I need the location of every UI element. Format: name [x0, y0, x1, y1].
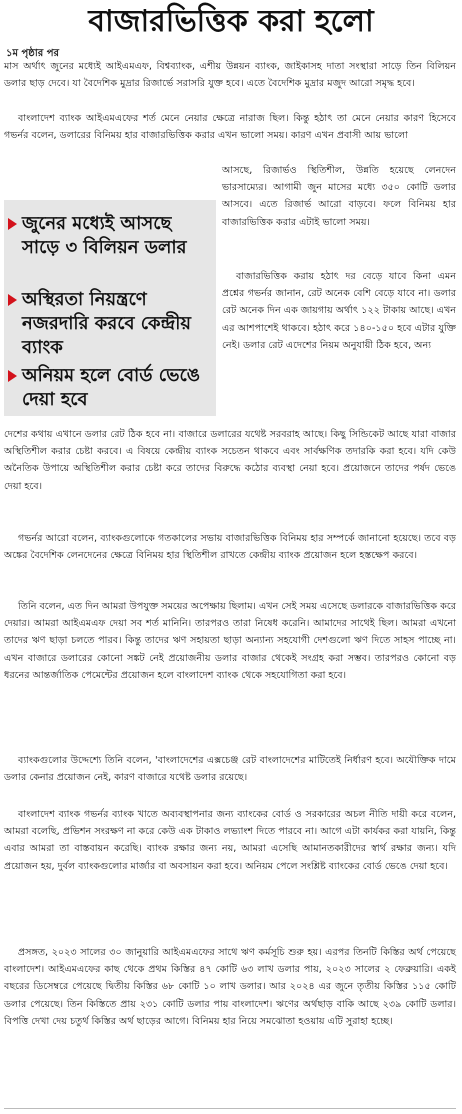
- bottom-divider: [4, 1108, 456, 1109]
- paragraph-1: মাস অর্থাৎ জুনের মধ্যেই আইএমএফ, বিশ্বব্যাংক, এশীয় উন্নয়ন ব্যাংক, জাইকাসহ দাতা সংস্থারা সাড়ে তিন বিলিয়ন ডলার ছাড় দেবে। যা বৈদেশিক মুদ্রার রিজার্ভে সরাসরি যুক্ত হবে। এতে বৈদেশিক মুদ্রার মজুদ আরো সমৃদ্ধ হবে।: [4, 61, 456, 90]
- paragraph-10: প্রসঙ্গত, ২০২৩ সালের ৩০ জানুয়ারি আইএমএফের সাথে ঋণ কর্মসূচি শুরু হয়। এরপর তিনটি কিস্তির অর্থ পেয়েছে বাংলাদেশ। আইএমএফের কাছ থেকে প্রথম কিস্তির ৪৭ কোটি ৬৩ লাখ ডলার পায়, ২০২৩ সালের ২ ফেব্রুয়ারি। একই বছরের ডিসেম্বরে পেয়েছে দ্বিতীয় কিস্তির ৬৮ কোটি ১০ লাখ ডলার। আর ২০২৪ এর জুনে তৃতীয় কিস্তির ১১৫ কোটি ডলার পেয়েছে। তিন কিস্তিতে প্রায় ২৩১ কোটি ডলার পায় বাংলাদেশ। ঋণের অর্থছাড় বাকি আছে ২৩৯ কোটি ডলার। বিপত্তি দেখা দেয় চতুর্থ কিস্তির অর্থ ছাড়ের আগে। বিনিময় হার নিয়ে সমঝোতা হওয়ায় এটি সুরাহা হচ্ছে।: [4, 947, 456, 1027]
- paragraph-7: তিনি বলেন, এত দিন আমরা উপযুক্ত সময়ের অপেক্ষায় ছিলাম। এখন সেই সময় এসেছে ডলারকে বাজারভিত্তিক করে দেয়ার। আমরা আইএমএফ দেয়া সব শর্ত মানিনি। তারপরও তারা নিষেধ করেনি। আমাদের সাথেই ছিল। আমরা এখনো তাদের ঋণ ছাড়া চলতে পারব। কিন্তু তাদের ঋণ সহায়তা ছাড়া অন্যান্য সহযোগী দেশগুলো ঋণ দিতে সাহস পাচ্ছে না। এখন বাজারে ডলারের কোনো সঙ্কট নেই প্রয়োজনীয় ডলার বাজার থেকেই সংগ্রহ করা সম্ভব। তারপরও কোনো বড় ধরনের আন্তর্জাতিক পেমেন্টের প্রয়োজন হলে বাংলাদেশ ব্যাংক থেকে সহযোগিতা করা হবে।: [4, 601, 456, 681]
- callout-box: [4, 200, 216, 416]
- callout-item: জুনের মধ্যেই আসছে সাড়ে ৩ বিলিয়ন ডলার: [8, 212, 214, 260]
- paragraph-3: আসছে, রিজার্ভও স্থিতিশীল, উন্নতি হয়েছে লেনদেন ভারসাম্যের। আগামী জুন মাসের মধ্যে ৩৫০ কোটি ডলার আসবে। এতে রিজার্ভ আরো বাড়বে। ফলে বিনিময় হার বাজারভিত্তিক করার এটাই ভালো সময়।: [222, 165, 456, 228]
- paragraph-8: ব্যাংকগুলোর উদ্দেশ্যে তিনি বলেন, 'বাংলাদেশের এক্সচেঞ্জ রেট বাংলাদেশের মাটিতেই নির্ধারণ হবে। অযৌক্তিক দামে ডলার কেনার প্রয়োজন নেই, কারণ বাজারে যথেষ্ট ডলার রয়েছে।: [4, 755, 456, 784]
- page-title: বাজারভিত্তিক করা হলো: [88, 4, 374, 39]
- callout-item: অস্থিরতা নিয়ন্ত্রণে নজরদারি করবে কেন্দ্রীয় ব্যাংক: [8, 288, 214, 360]
- continued-from-label: ১ম পৃষ্ঠার পর: [6, 48, 59, 59]
- paragraph-5: দেশের কথায় এখানে ডলার রেট ঠিক হবে না। বাজারে ডলারের যথেষ্ট সরবরাহ আছে। কিছু সিন্ডিকেট আছে যারা বাজার অস্থিতিশীল করার চেষ্টা করবে। এ বিষয়ে কেন্দ্রীয় ব্যাংক সচেতন থাকবে এবং সার্বক্ষণিক তদারকি করা হবে। যদি কেউ অনৈতিক উপায়ে অস্থিতিশীল করার চেষ্টা করে তাদের বিরুদ্ধে কঠোর ব্যবস্থা নেয়া হবে। প্রয়োজনে তাদের পর্ষদ ভেঙে দেয়া হবে।: [4, 429, 456, 492]
- paragraph-6: গভর্নর আরো বলেন, ব্যাংকগুলোকে গতকালের সভায় বাজারভিত্তিক বিনিময় হার সম্পর্কে জানানো হয়েছে। তবে বড় অঙ্কের বৈদেশিক লেনদেনের ক্ষেত্রে বিনিময় হার স্থিতিশীল রাখতে কেন্দ্রীয় ব্যাংক প্রয়োজন হলে হস্তক্ষেপ করবে।: [4, 533, 456, 562]
- red-triangle-bullet-icon: [8, 218, 17, 230]
- paragraph-2: বাংলাদেশ ব্যাংক আইএমএফের শর্ত মেনে নেয়ার ক্ষেত্রে নারাজ ছিল। কিন্তু হঠাৎ তা মেনে নেয়ার কারণ হিসেবে গভর্নর বলেন, ডলারের বিনিময় হার বাজারভিত্তিক করার এখন ভালো সময়। কারণ এখন প্রবাসী আয় ভালো: [4, 113, 456, 142]
- paragraph-4: বাজারভিত্তিক করায় হঠাৎ দর বেড়ে যাবে কিনা এমন প্রশ্নের গভর্নর জানান, রেট অনেক বেশি বেড়ে যাবে না। ডলার রেট অনেক দিন এক জায়গায় অর্থাৎ ১২২ টাকায় আছে। এখন এর আশপাশেই থাকবে। হঠাৎ করে ১৪০-১৫০ হবে এটার যুক্তি নেই। ডলার রেট এদেশের নিয়ম অনুযায়ী ঠিক হবে, অন্য: [222, 271, 456, 351]
- red-triangle-bullet-icon: [8, 294, 17, 306]
- paragraph-9: বাংলাদেশ ব্যাংক গভর্নর ব্যাংক খাতে অব্যবস্থাপনার জন্য ব্যাংকের বোর্ড ও সরকারের অচল নীতি দায়ী করে বলেন, আমরা বলেছি, প্রভিশন সংরক্ষণ না করে কেউ এক টাকাও লভ্যাংশ দিতে পারবে না। আগে এটা কার্যকর করা যায়নি, কিন্তু এবার আমরা তা বাস্তবায়ন করেছি। ব্যাংক রক্ষার জন্য নয়, আমরা এসেছি আমানতকারীদের স্বার্থ রক্ষার জন্য। যদি প্রয়োজন হয়, দুর্বল ব্যাংকগুলোর মার্জার বা অবসায়ন করা হবে। অনিয়ম পেলে সংশ্লিষ্ট ব্যাংকের বোর্ড ভেঙে দেয়া হবে।: [4, 809, 456, 872]
- callout-item: অনিয়ম হলে বোর্ড ভেঙে দেয়া হবে: [8, 364, 214, 412]
- red-triangle-bullet-icon: [8, 370, 17, 382]
